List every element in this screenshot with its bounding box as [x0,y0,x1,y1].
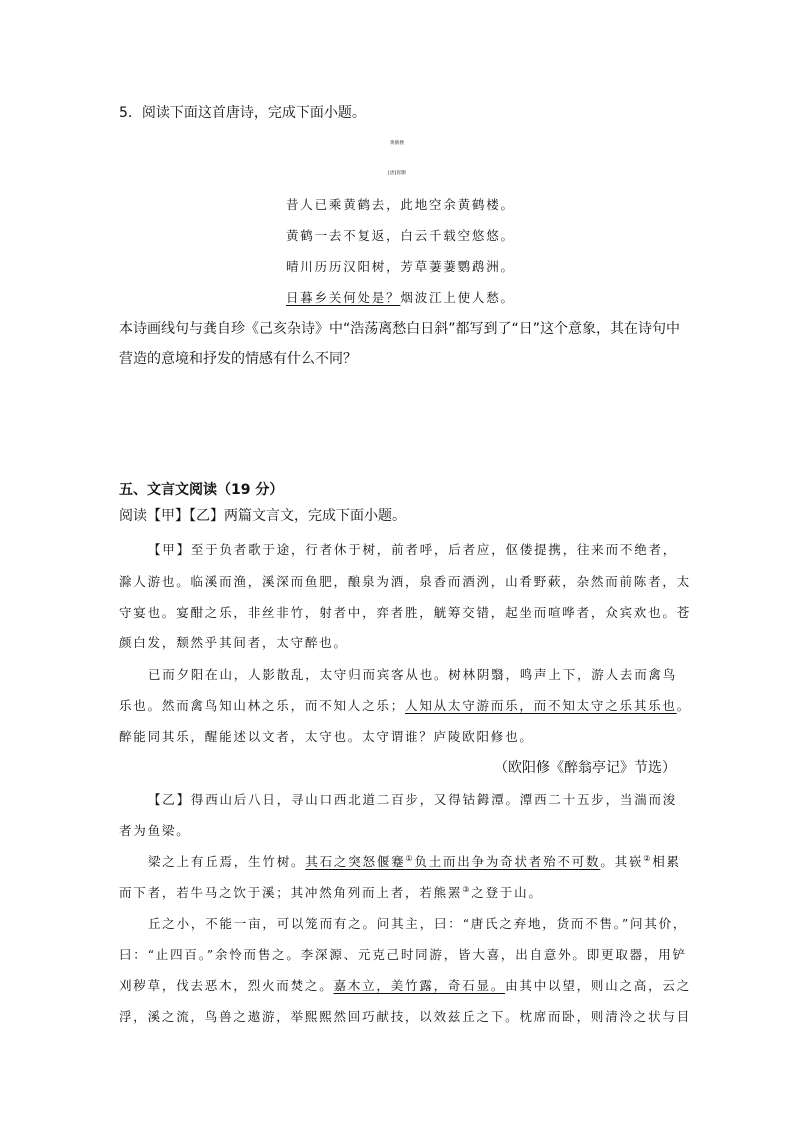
footnote-marker-2: ② [643,854,653,863]
question-5-prompt: 5．阅读下面这首唐诗，完成下面小题。 [119,105,366,121]
poem-line-2: 黄鹤一去不复返，白云千载空悠悠。 [286,228,515,243]
poem-line-3: 晴川历历汉阳树，芳草萋萋鹦鹉洲。 [286,259,515,274]
passage-yi-line-1: 【乙】得西山后八日，寻山口西北道二百步，又得钴鉧潭。潭西二十五步，当湍而浚 [148,792,678,807]
poem-author: [唐]崔颢 [387,171,406,176]
passage-yi-line-5: 丘之小，不能一亩，可以笼而有之。问其主，曰：“唐氏之弃地，货而不售。”问其价， [148,916,688,931]
passage-jia-source: （欧阳修《醉翁亭记》节选） [494,760,676,776]
passage-jia-line-7: 醉能同其乐，醒能述以文者，太守也。太守谓谁？庐陵欧阳修也。 [119,729,534,744]
passage-yi-line-7: 刈秽草，伐去恶木，烈火而焚之。嘉木立，美竹露，奇石显。由其中以望，则山之高，云之 [119,978,692,993]
footnote-marker-3: ③ [462,885,472,894]
passage-jia-line-4: 颜白发，颓然乎其间者，太守醉也。 [119,635,348,650]
passage-jia-line-6: 乐也。然而禽鸟知山林之乐，而不知人之乐；人知从太守游而乐，而不知太守之乐其乐也。 [119,698,692,713]
passage-jia-line-2: 滁人游也。临溪而渔，溪深而鱼肥，酿泉为酒，泉香而酒洌，山肴野蔌，杂然而前陈者，太 [119,574,692,589]
underlined-phrase-yi: 嘉木立，美竹露，奇石显。 [333,978,506,993]
passage-jia-line-1: 【甲】至于负者歌于途，行者休于树，前者呼，后者应，伛偻提携，往来而不绝者， [148,542,678,557]
poem-line-1: 昔人已乘黄鹤去，此地空余黄鹤楼。 [286,197,515,212]
footnote-marker-1: ① [405,854,415,863]
passage-jia-line-5: 已而夕阳在山，人影散乱，太守归而宾客从也。树林阴翳，鸣声上下，游人去而禽鸟 [148,667,678,682]
passage-yi-line-8: 浮，溪之流，鸟兽之遨游，举熙熙然回巧献技，以效兹丘之下。枕席而卧，则清泠之状与目 [119,1009,692,1024]
underlined-poem-phrase: 日暮乡关何处是？ [286,290,401,305]
passage-yi-line-3: 梁之上有丘焉，生竹树。其石之突怒偃蹇①负土而出争为奇状者殆不可数。其嵚②相累 [148,854,681,869]
poem-title: 黄鹤楼 [389,141,405,146]
question-5-text-line-2: 营造的意境和抒发的情感有什么不同？ [119,351,357,367]
passage-yi-line-6: 曰：“止四百。”余怜而售之。李深源、元克己时同游，皆大喜，出自意外。即更取器，用铲 [119,947,687,962]
passage-yi-line-4: 而下者，若牛马之饮于溪；其冲然角列而上者，若熊罴③之登于山。 [119,885,543,900]
section-instruction: 阅读【甲】【乙】两篇文言文，完成下面小题。 [119,508,406,524]
poem-line-4: 日暮乡关何处是？烟波江上使人愁。 [286,290,515,305]
passage-yi-line-2: 者为鱼梁。 [119,823,191,838]
section-heading: 五、文言文阅读（19 分） [119,482,284,498]
passage-jia-line-3: 守宴也。宴酣之乐，非丝非竹，射者中，弈者胜，觥筹交错，起坐而喧哗者，众宾欢也。苍 [119,605,692,620]
underlined-sentence-jia: 人知从太守游而乐，而不知太守之乐其乐也 [405,698,677,713]
question-5-text-line-1: 本诗画线句与龚自珍《己亥杂诗》中“浩荡离愁白日斜”都写到了“日”这个意象，其在诗句中 [119,321,681,337]
underlined-sentence-yi: 其石之突怒偃蹇①负土而出争为奇状者殆不可数 [305,854,601,869]
